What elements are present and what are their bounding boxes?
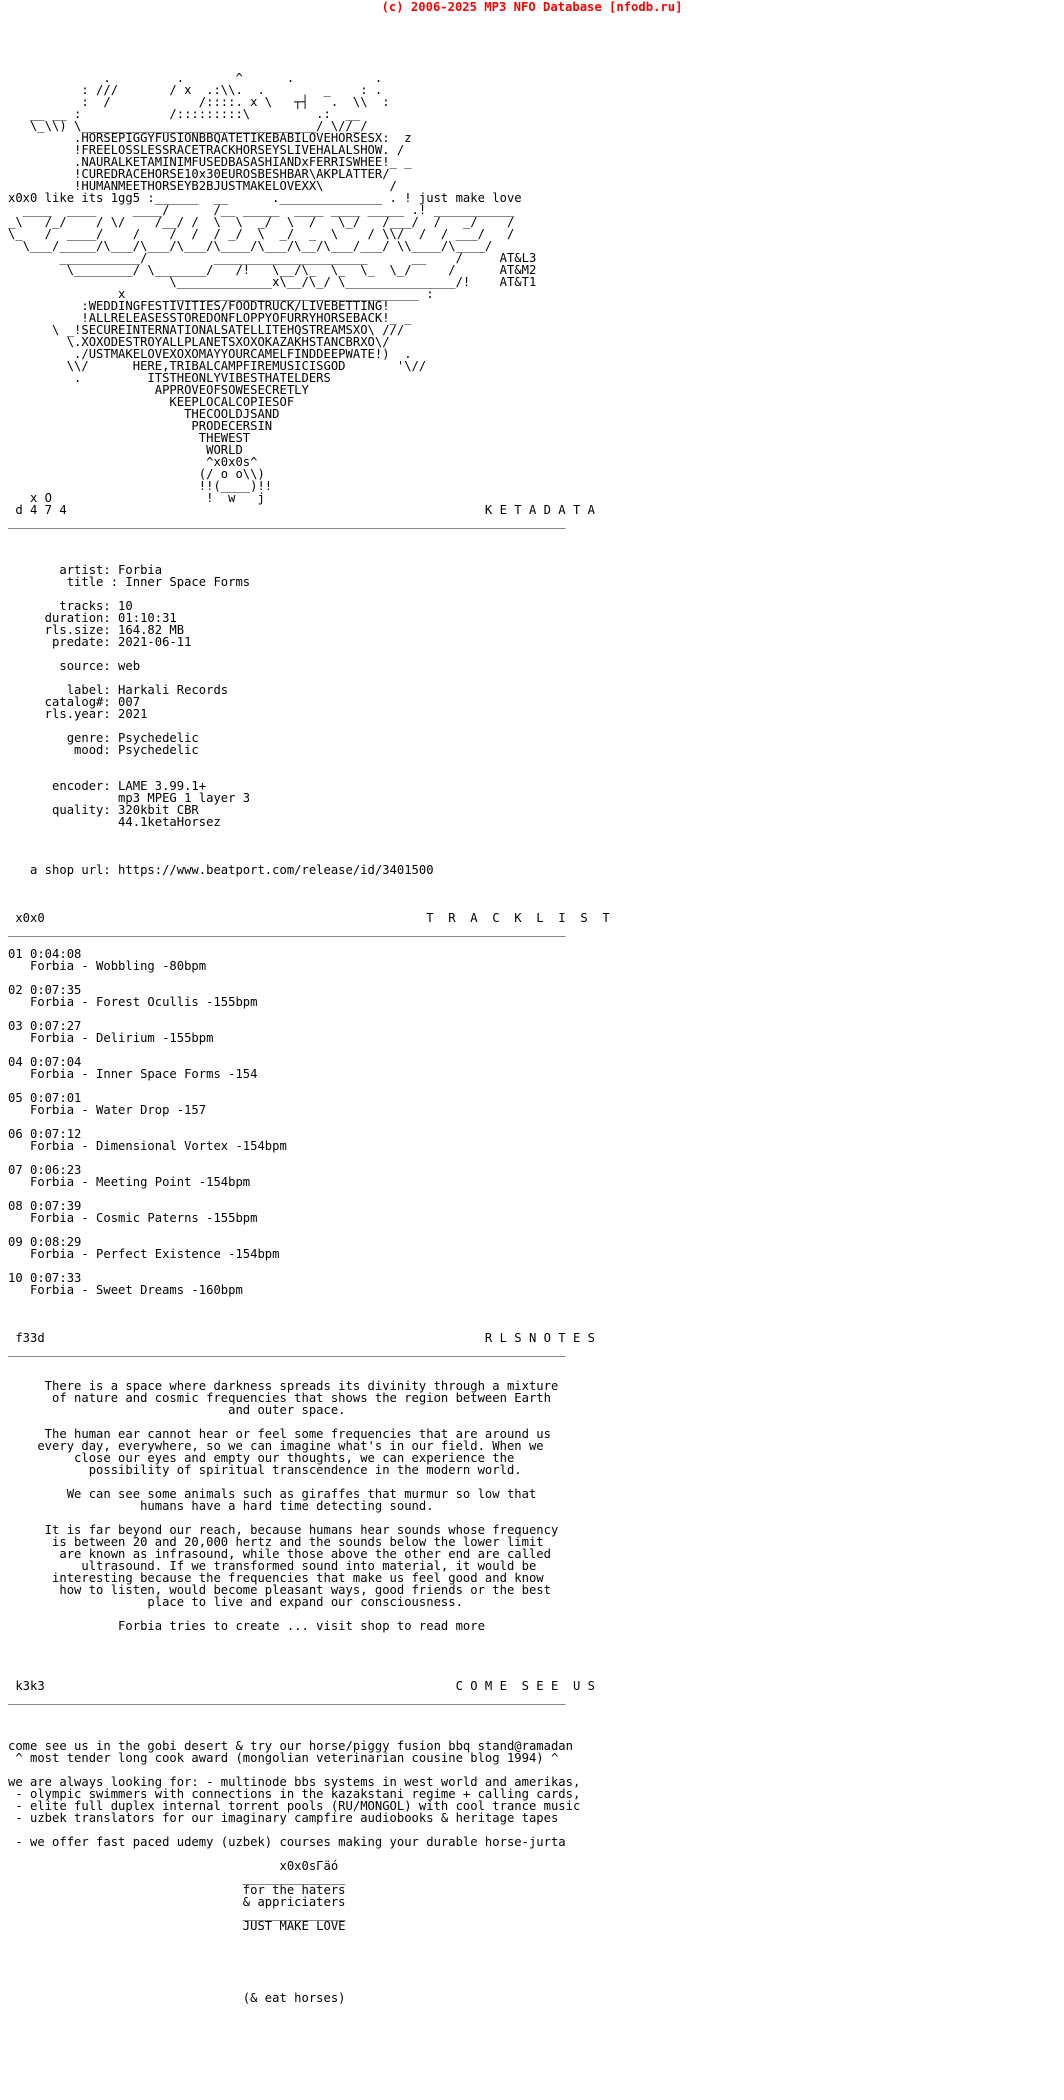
nfo-metadata-and-notes: artist: Forbia title : Inner Space Forms tracks: 10 duration: 01:10:31 rls.size: 164.82 MB predate: 2021-06-11 source: web label: Harkali Records catalog#: 007 rls.year: 2021 genre: Psychedelic mood: Psychedelic encoder: LAME 3.99.1+ mp3 MPEG 1 layer 3 quality: 320kbit CBR 44.1ketaHorsez a shop url: https://www.beatport.com/release/id/3401500 x0x0 T R A C K L I S T ____________________________________________________________________________ 01 0:04:08 Forbia - Wobbling -80bpm 02 0:07:35 Forbia - Forest Ocullis -155bpm 03 0:07:27 Forbia - Delirium -155bpm 04 0:07:04 Forbia - Inner Space Forms -154 05 0:07:01 Forbia - Water Drop -157 06 0:07:12 Forbia - Dimensional Vortex -154bpm 07 0:06:23 Forbia - Meeting Point -154bpm 08 0:07:39 Forbia - Cosmic Paterns -155bpm 09 0:08:29 Forbia - Perfect Existence -154bpm 10 0:07:33 Forbia - Sweet Dreams -160bpm f33d R L S N O T E S ____________________________________________________________________________ There is a space where darkness spreads its divinity through a mixture of nature and cosmic frequencies that shows the region between Earth and outer space. The human ear cannot hear or feel some frequencies that are around us every day, everywhere, so we can imagine what's in our field. When we close our eyes and empty our thoughts, we can experience the possibility of spiritual transcendence in the modern world. We can see some animals such as giraffes that murmur so low that humans have a hard time detecting sound. It is far beyond our reach, because humans hear sounds whose frequency is between 20 and 20,000 hertz and the sounds below the lower limit are known as infrasound, while those above the other end are called ultrasound. If we transformed sound into material, it would be interesting because the frequencies that make us feel good and know how to listen, would become pleasant ways, good friends or the best place to live and expand our consciousness. Forbia tries to create ... visit shop to read more k3k3 C O M E S E E U S ____________________________________________________________________________ come see us in the gobi desert & try our horse/piggy fusion bbq stand@ramadan ^ most tender long cook award (mongolian veterinarian cousine blog 1994) ^ we are always looking for: - multinode bbs systems in west world and amerikas, - olympic swimmers with connections in the kazakstani regime + calling cards, - elite full duplex internal torrent pools (RU/MONGOL) with cool trance music - uzbek translators for our imaginary campfire audiobooks & heritage tapes - we offer fast paced udemy (uzbek) courses making your durable horse-jurta x0x0sΓäó ______________ for the haters & appriciaters ______________ JUST MAKE LOVE (& eat horses): [8, 563, 610, 2005]
nfo-text-document: [8, 72, 610, 2004]
nfodb-copyright-header: (c) 2006-2025 MP3 NFO Database [nfodb.ru]: [381, 0, 683, 14]
ascii-art-logo: . . ^ . . : /// / x .:\\. . _ : . : / /::::. x \ ┬┤ . \\ : __ __ : /:::::::::\ .: __ \_\\) \________________________________/ \//_/ .HORSEPIGGYFUSIONBBQATETIKEBABILOVEHORSESX: z !FREELOSSLESSRACETRACKHORSEYSLIVEHALALSHOW. / .NAURALKETAMINIMFUSEDBASASHIANDxFERRISWHEE!_ _ !CUREDRACEHORSE10x30EUROSBESHBAR\AKPLATTER/ !HUMANMEETHORSEYB2BJUSTMAKELOVEXX\ / x0x0 like its 1gg5 :______ __ .______________ . ! just make love ____ ____ ____/ /__ _____ ____ ____ _____ .! ___________ _\ /_/ / \/ /__/ / \ \ _/ \ / \_/ /___/ / _/ / \_ / ____/ / / / / _/ \ _/ _ \ / \\/ / / ___/ / \___/_____/\___/\___/\___/\____/\___/\__/\___/___/ \\____/\____/ ___________/ _____________________ __ / AT&L3 \________/ \_______/ /! \__/\_ \_ \_ \_/ / AT&M2 \_____________x\__/\_/ \_______________/! AT&T1 x __________________________________ : :WEDDINGFESTIVITIES/FOODTRUCK/LIVEBETTING! !ALLRELEASESSTOREDONFLOPPYOFURRYHORSEBACK!_ _ \ _!SECUREINTERNATIONALSATELLITEHQSTREAMSXO\ /// \.XOXODESTROYALLPLANETSXOXOKAZAKHSTANCBRXO\/ ./USTMAKELOVEXOXOMAYYOURCAMELFINDDEEPWATE!) . \\/ HERE,TRIBALCAMPFIREMUSICISGOD '\// . ITSTHEONLYVIBESTHATELDERS APPROVEOFSOWESECRETLY KEEPLOCALCOPIESOF THECOOLDJSAND PRODECERSIN THEWEST WORLD ^x0x0s^ (/ o o\\) !!(____)!! x O ! w j d 4 7 4 K E T A D A T A ____________________________________________________________________________: [8, 71, 595, 529]
